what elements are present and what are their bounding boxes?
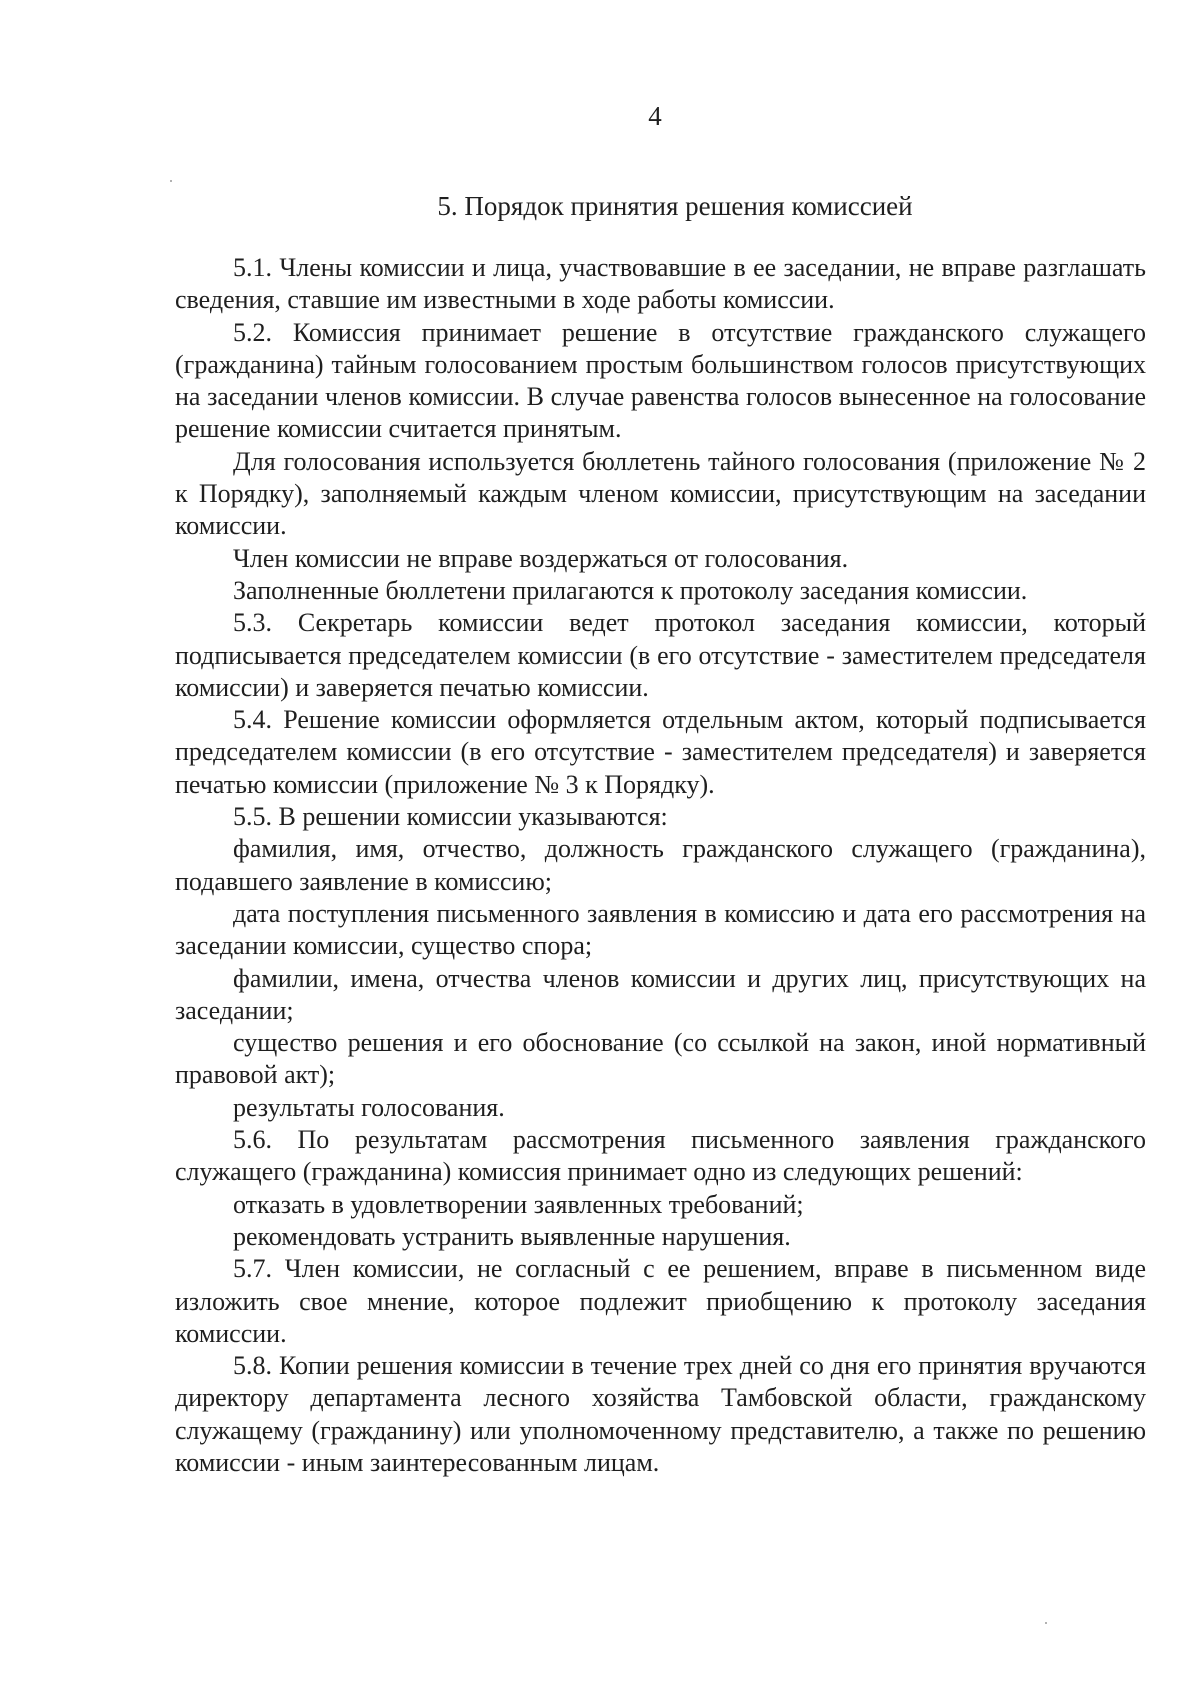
paragraph-no-abstain: Член комиссии не вправе воздержаться от голосования. — [233, 543, 849, 573]
paragraph-5-5: 5.5. В решении комиссии указываются: — [233, 802, 668, 832]
paragraph-5-3: 5.3. Секретарь комиссии ведет протокол заседания комиссии, который подписывается председателем комиссии (в его отсутствие - заместителем председателя комиссии) и заверяется печатью комиссии. — [175, 608, 1146, 702]
paragraph-5-7: 5.7. Член комиссии, не согласный с ее решением, вправе в письменном виде изложить свое мнение, которое подлежит приобщению к протоколу заседания комиссии. — [175, 1254, 1146, 1348]
list-item-applicant: фамилия, имя, отчество, должность гражданского служащего (гражданина), подавшего заявление в комиссию; — [175, 834, 1146, 896]
scan-speck — [1045, 1622, 1047, 1624]
list-item-vote-results: результаты голосования. — [233, 1092, 505, 1122]
section-title: 5. Порядок принятия решения комиссией — [437, 191, 913, 221]
paragraph-5-2: 5.2. Комиссия принимает решение в отсутствие гражданского служащего (гражданина) тайным голосованием простым большинством голосов присутствующих на заседании членов комиссии. В случае равенства голосов вынесенное на голосование решение комиссии считается принятым. — [175, 317, 1146, 444]
list-item-members: фамилии, имена, отчества членов комиссии и других лиц, присутствующих на заседании; — [175, 963, 1146, 1025]
body-text — [175, 252, 1146, 1479]
paragraph-ballots-attached: Заполненные бюллетени прилагаются к протоколу заседания комиссии. — [233, 575, 1028, 605]
list-item-recommend: рекомендовать устранить выявленные нарушения. — [233, 1221, 791, 1251]
paragraph-ballot: Для голосования используется бюллетень тайного голосования (приложение № 2 к Порядку), заполняемый каждым членом комиссии, присутствующим на заседании комиссии. — [175, 446, 1146, 541]
paragraph-5-6: 5.6. По результатам рассмотрения письменного заявления гражданского служащего (гражданина) комиссия принимает одно из следующих решений: — [175, 1125, 1146, 1187]
scan-speck — [170, 180, 172, 182]
list-item-refuse: отказать в удовлетворении заявленных требований; — [233, 1189, 804, 1219]
list-item-substance: существо решения и его обоснование (со ссылкой на закон, иной нормативный правовой акт); — [175, 1028, 1146, 1090]
paragraph-5-4: 5.4. Решение комиссии оформляется отдельным актом, который подписывается председателем комиссии (в его отсутствие - заместителем председателя) и заверяется печатью комиссии (приложение № 3 к Порядку). — [175, 705, 1146, 799]
page-number: 4 — [648, 101, 662, 131]
paragraph-5-1: 5.1. Члены комиссии и лица, участвовавшие в ее заседании, не вправе разглашать сведения, ставшие им известными в ходе работы комиссии. — [175, 253, 1146, 315]
list-item-dates: дата поступления письменного заявления в комиссию и дата его рассмотрения на заседании комиссии, существо спора; — [175, 898, 1146, 961]
paragraph-5-8: 5.8. Копии решения комиссии в течение трех дней со дня его принятия вручаются директору департамента лесного хозяйства Тамбовской области, гражданскому служащему (гражданину) или уполномоченному представителю, а также по решению комиссии - иным заинтересованным лицам. — [175, 1351, 1146, 1477]
